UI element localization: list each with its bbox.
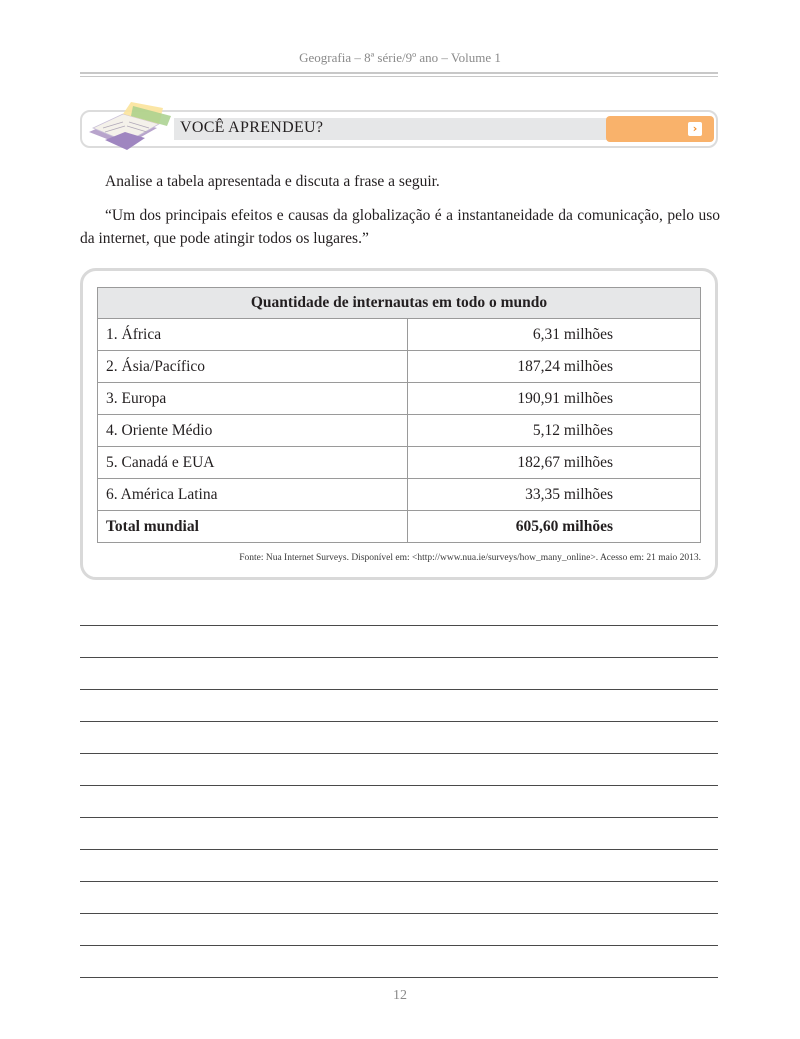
- region-cell: 5. Canadá e EUA: [98, 447, 408, 479]
- total-label: Total mundial: [98, 511, 408, 543]
- answer-line: [80, 849, 718, 850]
- total-value: 605,60 milhões: [408, 511, 701, 543]
- answer-line: [80, 721, 718, 722]
- answer-line: [80, 977, 718, 978]
- region-cell: 4. Oriente Médio: [98, 415, 408, 447]
- page-number: 12: [393, 988, 407, 1003]
- users-cell: 5,12 milhões: [408, 415, 701, 447]
- answer-lines: [80, 625, 718, 1009]
- table-row: [98, 479, 701, 511]
- book-icon: [85, 102, 177, 154]
- table-row: [98, 415, 701, 447]
- region-cell: 1. África: [98, 319, 408, 351]
- table-total-row: [98, 511, 701, 543]
- answer-line: [80, 625, 718, 626]
- users-cell: 190,91 milhões: [408, 383, 701, 415]
- table-header-row: [98, 288, 701, 319]
- answer-line: [80, 945, 718, 946]
- header-rule-thin: [80, 76, 718, 77]
- users-cell: 187,24 milhões: [408, 351, 701, 383]
- users-cell: 182,67 milhões: [408, 447, 701, 479]
- table-source: Fonte: Nua Internet Surveys. Disponível em: <http://www.nua.ie/surveys/how_many_online>. Acesso em: 21 maio 2013.: [239, 553, 701, 563]
- table-row: [98, 319, 701, 351]
- region-cell: 6. América Latina: [98, 479, 408, 511]
- region-cell: 3. Europa: [98, 383, 408, 415]
- instruction-text: Analise a tabela apresentada e discuta a frase a seguir.: [105, 173, 440, 190]
- answer-line: [80, 657, 718, 658]
- answer-line: [80, 817, 718, 818]
- region-cell: 2. Ásia/Pacífico: [98, 351, 408, 383]
- answer-line: [80, 913, 718, 914]
- table-row: [98, 447, 701, 479]
- answer-line: [80, 881, 718, 882]
- table-row: [98, 383, 701, 415]
- section-title: VOCÊ APRENDEU?: [180, 119, 324, 136]
- answer-line: [80, 753, 718, 754]
- section-tab: [606, 116, 714, 142]
- chevron-right-icon: ›: [688, 122, 702, 136]
- quote-text: “Um dos principais efeitos e causas da globalização é a instantaneidade da comunicação, pelo uso da internet, que pode atingir todos os lugares.”: [80, 207, 720, 247]
- header-rule: [80, 72, 718, 74]
- answer-line: [80, 785, 718, 786]
- users-cell: 33,35 milhões: [408, 479, 701, 511]
- table-row: [98, 351, 701, 383]
- table-title: Quantidade de internautas em todo o mundo: [98, 288, 701, 319]
- running-title: Geografia – 8ª série/9º ano – Volume 1: [299, 50, 501, 65]
- users-cell: 6,31 milhões: [408, 319, 701, 351]
- internet-users-table: [97, 287, 701, 543]
- answer-line: [80, 689, 718, 690]
